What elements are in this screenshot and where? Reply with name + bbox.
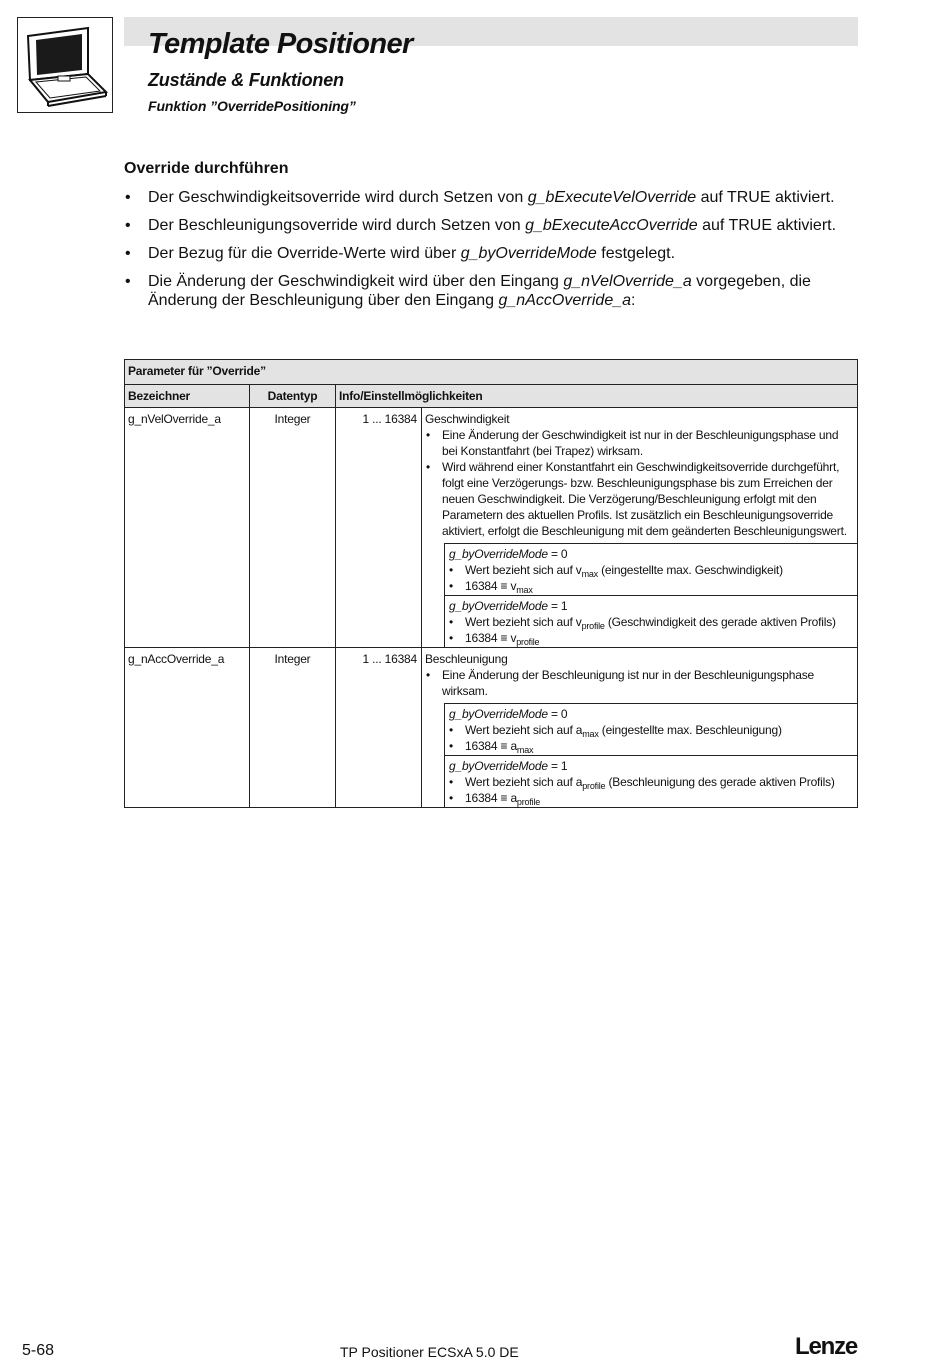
list-item: • Eine Änderung der Beschleunigung ist nur in der Beschleunigungsphase wirksam.	[426, 668, 814, 698]
bullet-icon: •	[125, 217, 131, 234]
page-subtitle: Zustände & Funktionen	[148, 70, 344, 90]
list-item: • Die Änderung der Geschwindigkeit wird über den Eingang g_nVelOverride_a vorgegeben, die Änderung der Beschleunigung über den Eingang g_nAccOverride_a:	[125, 273, 811, 309]
info-title: Beschleunigung	[425, 652, 508, 666]
bullet-icon: •	[426, 668, 431, 682]
info-title: Geschwindigkeit	[425, 412, 510, 426]
laptop-icon	[17, 17, 113, 113]
param-type: Integer	[250, 648, 336, 807]
bullet-icon: •	[426, 460, 431, 474]
list-item: • $16384 \equiv a_{max}$	[449, 739, 534, 755]
param-name: g_nAccOverride_a	[125, 648, 250, 807]
mode-label: g_byOverrideMode = 1	[449, 759, 568, 773]
bullet-icon: •	[449, 791, 454, 805]
mode-label: g_byOverrideMode = 1	[449, 599, 568, 613]
variable-name: g_nAccOverride_a	[498, 292, 632, 309]
param-type: Integer	[250, 408, 336, 647]
table-caption: Parameter für ”Override”	[125, 360, 857, 385]
list-item: • Eine Änderung der Geschwindigkeit ist nur in der Beschleunigungsphase und bei Konstantfahrt (bei Trapez) wirksam.	[426, 428, 839, 458]
param-name: g_nVelOverride_a	[125, 408, 250, 647]
info-list	[422, 427, 857, 539]
document-title: TP Positioner ECSxA 5.0 DE	[340, 1344, 519, 1360]
table-header-row	[125, 385, 857, 408]
list-item: • Wert bezieht sich auf $v_{max}$ (eingestellte max. Geschwindigkeit)	[449, 563, 783, 579]
list-item: • $16384 \equiv a_{profile}$	[449, 791, 541, 807]
param-range: 1 ... 16384	[336, 648, 422, 807]
table-row	[125, 648, 857, 807]
bullet-icon: •	[426, 428, 431, 442]
param-range: 1 ... 16384	[336, 408, 422, 647]
list-item: • $16384 \equiv v_{profile}$	[449, 631, 540, 647]
table-row	[125, 408, 857, 648]
variable-name: g_bExecuteVelOverride	[527, 189, 697, 206]
mode-box	[444, 543, 857, 595]
column-header: Bezeichner	[125, 385, 250, 407]
bullet-icon: •	[449, 563, 454, 577]
info-list	[422, 667, 857, 699]
mode-label: g_byOverrideMode = 0	[449, 547, 568, 561]
page-subsubtitle: Funktion ”OverridePositioning”	[148, 98, 356, 114]
list-item: • Der Geschwindigkeitsoverride wird durch Setzen von g_bExecuteVelOverride auf TRUE aktiviert.	[125, 189, 835, 206]
bullet-icon: •	[449, 615, 454, 629]
column-header: Info/Einstellmöglichkeiten	[339, 389, 483, 403]
page-number: 5-68	[22, 1342, 55, 1359]
mode-label: g_byOverrideMode = 0	[449, 707, 568, 721]
param-info	[422, 648, 857, 807]
mode-box	[444, 703, 857, 755]
list-item: • Wert bezieht sich auf $a_{profile}$ (Beschleunigung des gerade aktiven Profils)	[449, 775, 835, 791]
param-info	[422, 408, 857, 647]
variable-name: g_bExecuteAccOverride	[525, 217, 698, 234]
bullet-icon: •	[125, 189, 131, 206]
brand-logo: Lenze	[795, 1333, 858, 1360]
bullet-icon: •	[449, 723, 454, 737]
list-item: • Wird während einer Konstantfahrt ein Geschwindigkeitsoverride durchgeführt, folgt eine Verzögerungs- bzw. Beschleunigungsphase bis zum Erreichen der neuen Geschwindigkeit. Die Verzögerung/Beschleunigung erfolgt mit den Parametern des aktuellen Profils. Ist zusätzlich ein Beschleunigungsoverride aktiviert, erfolgt die Beschleunigung mit dem geänderten Beschleunigungswert.	[426, 460, 847, 538]
variable-name: g_nVelOverride_a	[563, 273, 692, 290]
mode-list	[449, 614, 853, 646]
list-item: • Der Beschleunigungsoverride wird durch Setzen von g_bExecuteAccOverride auf TRUE aktiviert.	[125, 217, 837, 234]
column-header: Datentyp	[250, 385, 336, 407]
bullet-icon: •	[449, 775, 454, 789]
mode-list	[449, 562, 853, 594]
mode-list	[449, 722, 853, 754]
mode-list	[449, 774, 853, 806]
parameter-table	[124, 359, 858, 808]
mode-box	[444, 755, 857, 807]
section-heading: Override durchführen	[124, 160, 289, 177]
list-item: • Wert bezieht sich auf $a_{max}$ (eingestellte max. Beschleunigung)	[449, 723, 782, 739]
bullet-icon: •	[449, 631, 454, 645]
bullet-icon: •	[449, 579, 454, 593]
mode-box	[444, 595, 857, 647]
page-title: Template Positioner	[148, 28, 413, 60]
bullet-icon: •	[449, 739, 454, 753]
bullet-icon: •	[125, 273, 131, 290]
list-item: • Wert bezieht sich auf $v_{profile}$ (Geschwindigkeit des gerade aktiven Profils)	[449, 615, 836, 631]
list-item: • $16384 \equiv v_{max}$	[449, 579, 533, 595]
bullet-list	[124, 188, 854, 319]
variable-name: g_byOverrideMode	[460, 245, 597, 262]
list-item: • Der Bezug für die Override-Werte wird über g_byOverrideMode festgelegt.	[125, 245, 676, 262]
bullet-icon: •	[125, 245, 131, 262]
